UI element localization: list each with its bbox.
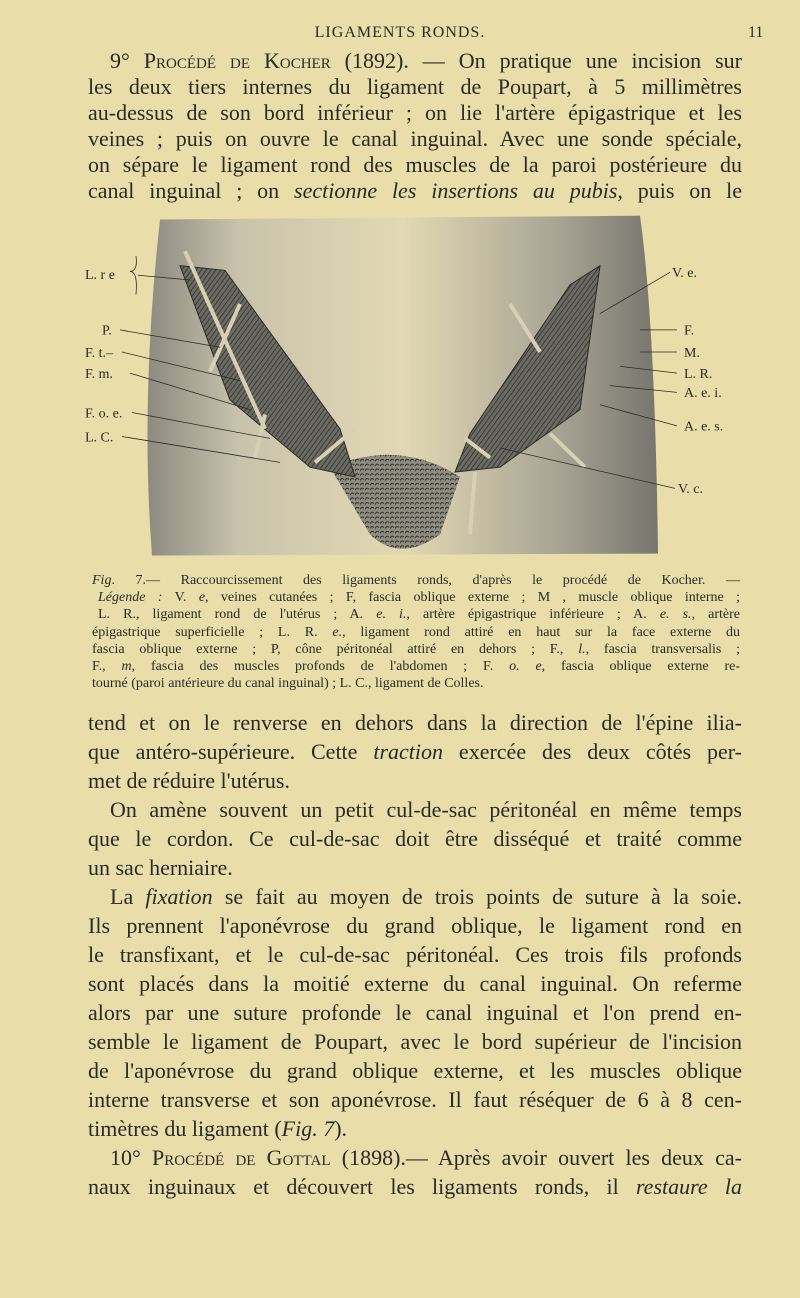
text-line [88,1172,742,1201]
text-segment: timètres du ligament ( [88,1116,282,1141]
text-line [88,708,742,737]
text-segment: 10° [110,1145,153,1170]
text-segment: F., [92,659,122,675]
text-segment: (1898).— Après avoir ouvert les deux ca- [330,1145,742,1170]
text-segment: canal inguinal ; on [88,178,295,203]
text-line [88,74,742,100]
text-line [88,1085,742,1114]
text-segment: Fig. 7 [281,1116,335,1141]
text-segment: La [110,884,146,909]
left-labels [85,267,122,444]
text-segment: , artère épigastrique inférieure ; A. [406,607,660,623]
text-segment: sectionne les insertions au pubis [294,178,618,203]
text-segment: fixation [145,884,213,909]
text-segment: Fig [92,573,112,588]
text-segment: . 7.— Raccourcissement des ligaments ronds, d'après le procédé de Kocher. — [111,573,740,588]
right-labels [672,265,723,496]
text-line [88,48,742,74]
text-segment: restaure la [635,1174,742,1199]
text-line [88,126,742,152]
text-segment: interne transverse et son aponévrose. Il faut réséquer de 6 à 8 cen- [88,1087,742,1112]
text-line [88,1143,742,1172]
text-segment: , artère [691,607,740,623]
label-F-m: F. m. [85,366,114,381]
text-segment: e. [332,624,343,640]
text-segment: e [198,590,206,606]
text-segment: 9° [110,48,144,73]
text-segment: Ils prennent l'aponévrose du grand oblique, le ligament rond en [88,913,742,938]
text-line [88,737,742,766]
text-segment: tourné (paroi antérieure du canal inguinal) ; L. C., ligament de Colles. [92,676,484,692]
figure-caption [92,572,740,692]
label-F-t: F. t.– [85,345,114,360]
label-A-ei: A. e. i. [684,385,722,401]
text-line [88,998,742,1027]
label-V-c: V. c. [678,481,704,497]
text-segment: m [121,659,132,675]
paragraph-kocher [88,48,742,204]
text-segment: le transfixant, et le cul-de-sac péritonéal. Ces trois fils profonds [88,942,742,967]
text-line [92,675,740,692]
text-line [92,624,740,641]
label-L-re: L. r e [85,267,115,282]
text-line [92,572,740,589]
text-segment: ). [334,1116,348,1141]
text-segment: alors par une suture profonde le canal inguinal et l'on prend en- [88,1000,742,1025]
text-segment: un sac herniaire. [88,855,233,880]
text-segment: que antéro-supérieure. Cette [88,739,374,764]
text-segment: l. [578,641,586,657]
page-number: 11 [748,24,764,41]
text-line [88,853,742,882]
text-segment: de l'aponévrose du grand oblique externe, et les muscles oblique [88,1058,742,1083]
text-segment: épigastrique superficielle ; L. R. [92,624,333,640]
text-segment: Procédé de Gottal [152,1145,331,1170]
text-line [92,606,740,623]
figure-7-illustration [80,208,745,568]
text-line [88,911,742,940]
text-line [88,1114,742,1143]
text-line [92,641,740,658]
text-segment: , fascia oblique externe re- [541,659,740,675]
text-segment: Procédé de Kocher [143,48,331,73]
text-segment: Légende : [98,590,163,606]
text-segment: On amène souvent un petit cul-de-sac péritonéal en même temps [110,797,742,822]
text-segment: , ligament rond attiré en haut sur la face externe du [342,624,740,640]
label-F-oe: F. o. e. [85,405,123,421]
body-drawing [148,216,659,556]
text-segment: que le cordon. Ce cul-de-sac doit être disséqué et traité comme [88,826,742,851]
text-line [88,1056,742,1085]
label-L-C: L. C. [85,429,114,445]
text-segment: , fascia transversalis ; [585,641,740,657]
text-segment: fascia oblique externe ; P, cône péritonéal attiré en dehors ; F., [92,641,579,657]
text-line [88,152,742,178]
text-segment: veines ; puis on ouvre le canal inguinal. Avec une sonde spéciale, [88,126,742,151]
text-segment: met de réduire l'utérus. [88,768,290,793]
label-V-e: V. e. [672,265,698,281]
text-segment: V. [162,590,199,606]
label-A-es: A. e. s. [684,418,724,434]
body-text [88,708,742,1201]
text-segment: , puis on le [617,178,742,203]
text-segment: , veines cutanées ; F, fascia oblique externe ; M , muscle oblique interne ; [205,590,740,606]
label-P: P. [102,322,112,338]
text-line [88,1027,742,1056]
text-line [88,969,742,998]
label-F: F. [684,322,695,338]
label-L-R: L. R. [684,366,713,381]
text-line [88,766,742,795]
text-line [92,658,740,675]
text-segment: tend et on le renverse en dehors dans la direction de l'épine ilia- [88,710,742,735]
text-line [88,882,742,911]
text-line [88,178,742,204]
text-segment: (1892). — On pratique une incision sur [330,48,742,73]
text-segment: , fascia des muscles profonds de l'abdomen ; F. [131,659,510,675]
label-M: M. [684,345,700,360]
text-segment: se fait au moyen de trois points de suture à la soie. [212,884,743,909]
text-line [88,940,742,969]
text-segment: naux inguinaux et découvert les ligaments ronds, il [88,1174,636,1199]
text-segment: les deux tiers internes du ligament de Poupart, à 5 millimètres [88,74,742,99]
text-line [88,795,742,824]
text-segment: on sépare le ligament rond des muscles de la paroi postérieure du [88,152,742,177]
text-line [88,824,742,853]
running-header: LIGAMENTS RONDS. [314,24,486,41]
text-segment: sont placés dans la moitié externe du canal inguinal. On referme [88,971,742,996]
text-segment: exercée des deux côtés per- [443,739,742,764]
text-line [92,589,740,606]
text-segment: o. e [509,659,542,675]
text-segment: traction [373,739,444,764]
text-segment: semble le ligament de Poupart, avec le bord supérieur de l'incision [88,1029,742,1054]
text-line [88,100,742,126]
text-segment: au-dessus de son bord inférieur ; on lie l'artère épigastrique et les [88,100,742,125]
text-segment: L. R., ligament rond de l'utérus ; A. [98,607,377,623]
text-segment: e. s. [659,607,692,623]
text-segment: e. i. [376,607,407,623]
